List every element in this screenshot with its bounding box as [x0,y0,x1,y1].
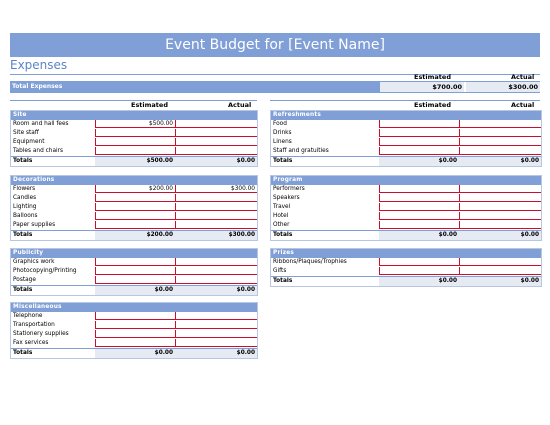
actual-cell[interactable] [175,258,257,266]
estimated-cell[interactable] [379,185,459,193]
table-row [11,138,257,147]
table-row [11,185,257,194]
actual-cell[interactable] [175,312,257,320]
estimated-cell[interactable] [379,194,459,202]
estimated-cell[interactable] [95,276,175,284]
table-row [11,312,257,321]
table-row [11,276,257,285]
totals-label: Totals [273,158,293,164]
actual-cell[interactable] [175,321,257,329]
item-name: Photocopying/Printing [13,268,77,274]
total-expenses-actual[interactable]: $300.00 [466,82,540,92]
actual-cell[interactable] [459,203,541,211]
table-row [11,267,257,276]
refreshments-section [270,110,542,167]
actual-total: $0.00 [175,286,257,295]
estimated-cell[interactable] [379,120,459,128]
actual-cell[interactable] [175,330,257,338]
estimated-cell[interactable] [95,147,175,155]
page-title: Event Budget for [Event Name] [10,33,540,57]
table-row [271,120,541,129]
actual-cell[interactable] [459,267,541,275]
item-name: Postage [13,277,36,283]
table-row [11,120,257,129]
estimated-cell[interactable] [95,203,175,211]
estimated-cell[interactable] [95,212,175,220]
actual-total: $0.00 [459,277,541,286]
item-name: Balloons [13,213,38,219]
item-name: Speakers [273,195,300,201]
totals-label: Totals [13,158,33,164]
item-name: Telephone [13,313,43,319]
estimated-total: $0.00 [379,277,459,286]
actual-total: $0.00 [175,349,257,358]
actual-cell[interactable] [175,138,257,146]
item-name: Travel [273,204,291,210]
table-row [11,330,257,339]
table-row [271,267,541,276]
totals-row [11,230,257,240]
estimated-total: $0.00 [379,231,459,240]
site-section-title: Site [11,111,257,120]
estimated-total: $200.00 [95,231,175,240]
table-row [11,258,257,267]
miscellaneous-section [10,302,258,359]
item-name: Linens [273,139,292,145]
decorations-section [10,175,258,241]
estimated-total: $0.00 [379,157,459,166]
item-name: Paper supplies [13,222,56,228]
totals-label: Totals [13,350,33,356]
table-row [271,221,541,230]
total-expenses-estimated[interactable]: $700.00 [380,82,464,92]
actual-cell[interactable] [459,258,541,266]
actual-total: $0.00 [459,231,541,240]
table-row [11,129,257,138]
actual-total: $0.00 [175,157,257,166]
item-name: Lighting [13,204,37,210]
table-row [271,203,541,212]
estimated-cell[interactable]: $200.00 [95,185,175,193]
item-name: Equipment [13,139,45,145]
estimated-cell[interactable] [95,129,175,137]
item-name: Food [273,121,287,127]
table-row [11,203,257,212]
estimated-total: $0.00 [95,349,175,358]
program-section [270,175,542,241]
estimated-cell[interactable] [95,138,175,146]
item-name: Other [273,222,290,228]
actual-cell[interactable]: $300.00 [175,185,257,193]
item-name: Tables and chairs [13,148,64,154]
decorations-section-title: Decorations [11,176,257,185]
estimated-cell[interactable] [95,194,175,202]
item-name: Flowers [13,186,36,192]
estimated-cell[interactable] [379,267,459,275]
estimated-cell[interactable] [379,129,459,137]
right-actual-header: Actual [511,101,535,109]
item-name: Hotel [273,213,289,219]
actual-cell[interactable] [175,221,257,229]
item-name: Transportation [13,322,55,328]
publicity-section-title: Publicity [11,249,257,258]
site-section [10,110,258,167]
publicity-section [10,248,258,296]
total-expenses-label: Total Expenses [10,82,380,92]
totals-label: Totals [13,287,33,293]
totals-label: Totals [273,278,293,284]
table-row [271,138,541,147]
right-estimated-header: Estimated [414,101,451,109]
actual-cell[interactable] [175,120,257,128]
estimated-cell[interactable] [95,258,175,266]
actual-cell[interactable] [175,129,257,137]
total-expenses-row [10,81,540,93]
expenses-heading: Expenses [10,58,540,75]
table-row [11,147,257,156]
item-name: Site staff [13,130,39,136]
actual-cell[interactable] [459,147,541,155]
item-name: Gifts [273,268,287,274]
prizes-section [270,248,542,287]
item-name: Fax services [13,340,49,346]
actual-cell[interactable] [175,203,257,211]
estimated-cell[interactable] [95,339,175,347]
totals-label: Totals [13,232,33,238]
estimated-total: $0.00 [95,286,175,295]
total-estimated-header: Estimated [414,73,451,81]
totals-row [11,285,257,295]
table-row [271,147,541,156]
totals-row [11,156,257,166]
estimated-cell[interactable] [95,221,175,229]
left-estimated-header: Estimated [131,101,168,109]
item-name: Candles [13,195,37,201]
miscellaneous-section-title: Miscellaneous [11,303,257,312]
estimated-cell[interactable] [379,258,459,266]
estimated-cell[interactable] [379,147,459,155]
table-row [11,194,257,203]
item-name: Stationery supplies [13,331,69,337]
estimated-cell[interactable] [379,221,459,229]
totals-row [271,156,541,166]
estimated-cell[interactable] [379,203,459,211]
item-name: Graphics work [13,259,55,265]
actual-total: $0.00 [459,157,541,166]
estimated-cell[interactable] [95,267,175,275]
actual-cell[interactable] [459,129,541,137]
program-section-title: Program [271,176,541,185]
estimated-cell[interactable] [95,312,175,320]
actual-cell[interactable] [175,212,257,220]
totals-row [11,348,257,358]
item-name: Drinks [273,130,292,136]
estimated-cell[interactable] [95,321,175,329]
table-row [271,212,541,221]
totals-label: Totals [273,232,293,238]
table-row [11,339,257,348]
refreshments-section-title: Refreshments [271,111,541,120]
actual-cell[interactable] [175,339,257,347]
left-actual-header: Actual [228,101,252,109]
actual-total: $300.00 [175,231,257,240]
actual-cell[interactable] [459,138,541,146]
table-row [271,129,541,138]
actual-cell[interactable] [175,276,257,284]
right-divider [270,100,540,101]
prizes-section-title: Prizes [271,249,541,258]
estimated-cell[interactable] [379,138,459,146]
actual-cell[interactable] [459,194,541,202]
item-name: Performers [273,186,305,192]
item-name: Staff and gratuities [273,148,329,154]
item-name: Room and hall fees [13,121,69,127]
table-row [271,185,541,194]
total-actual-header: Actual [511,73,535,81]
actual-cell[interactable] [459,185,541,193]
item-name: Ribbons/Plaques/Trophies [273,259,347,265]
estimated-total: $500.00 [95,157,175,166]
estimated-cell[interactable]: $500.00 [95,120,175,128]
estimated-cell[interactable] [379,212,459,220]
table-row [11,221,257,230]
table-row [11,212,257,221]
actual-cell[interactable] [175,267,257,275]
actual-cell[interactable] [175,147,257,155]
totals-row [271,276,541,286]
actual-cell[interactable] [459,212,541,220]
table-row [271,258,541,267]
actual-cell[interactable] [459,120,541,128]
table-row [271,194,541,203]
actual-cell[interactable] [459,221,541,229]
actual-cell[interactable] [175,194,257,202]
totals-row [271,230,541,240]
table-row [11,321,257,330]
estimated-cell[interactable] [95,330,175,338]
